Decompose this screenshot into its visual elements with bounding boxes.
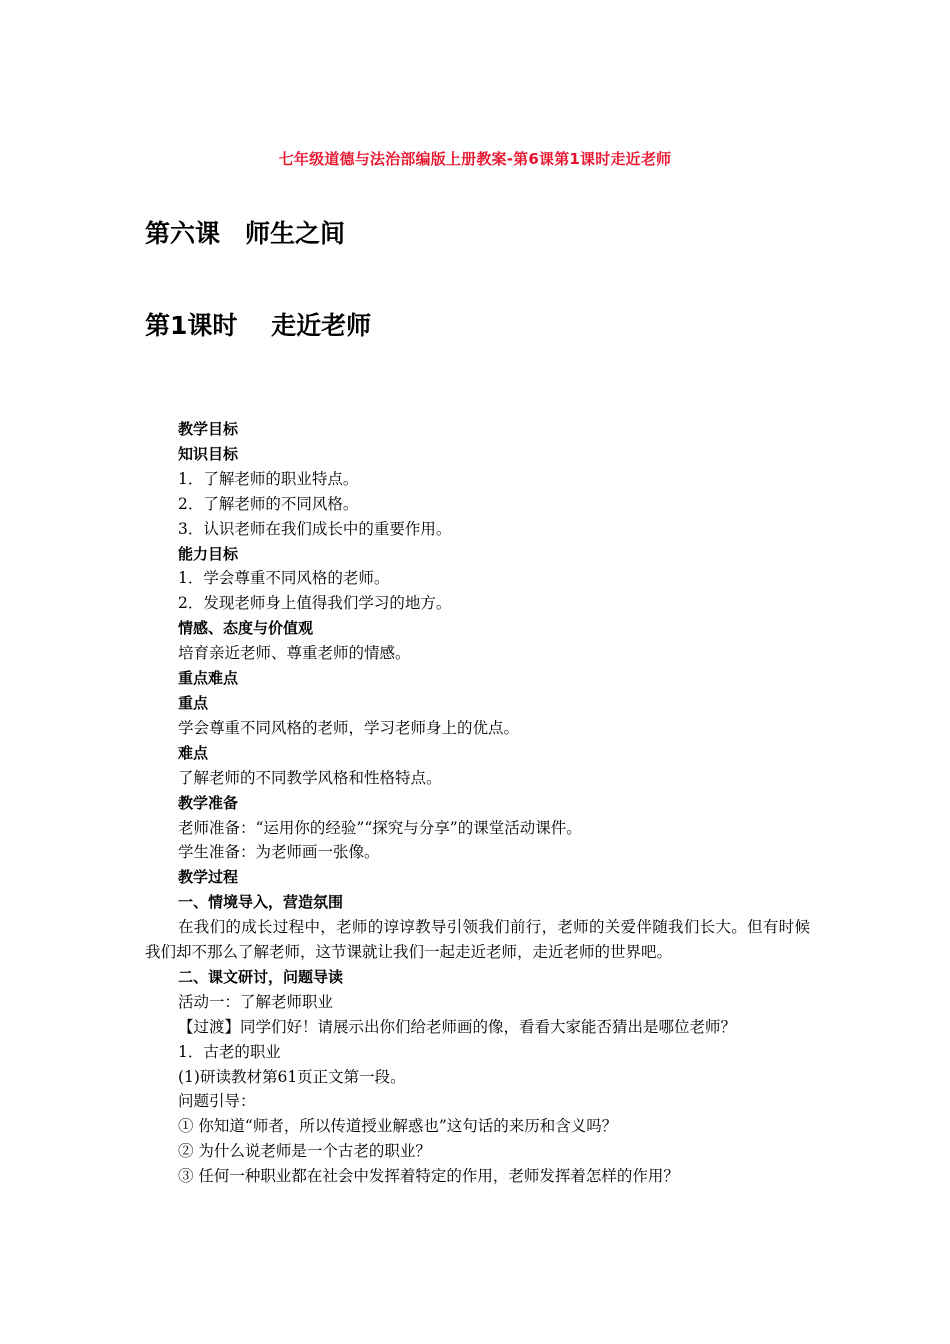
paragraph-line: 1．学会尊重不同风格的老师。: [178, 569, 390, 588]
paragraph-line: 在我们的成长过程中，老师的谆谆教导引领我们前行，老师的关爱伴随我们长大。但有时候我们却不那么了解老师，这节课就让我们一起走近老师，走近老师的世界吧。: [145, 918, 810, 962]
section-heading: 一、情境导入，营造氛围: [178, 893, 344, 912]
paragraph-line: 2．发现老师身上值得我们学习的地方。: [178, 594, 452, 613]
paragraph-line: 老师准备：“运用你的经验”“探究与分享”的课堂活动课件。: [178, 818, 582, 837]
paragraph-line: 问题引导：: [178, 1092, 256, 1111]
section-heading: 教学目标: [178, 420, 239, 438]
paragraph-line: 3．认识老师在我们成长中的重要作用。: [178, 519, 452, 538]
paragraph-line: 1．了解老师的职业特点。: [178, 469, 359, 488]
section-heading: 能力目标: [178, 544, 239, 563]
section-heading: 二、课文研讨，问题导读: [178, 967, 344, 986]
paragraph-line: 培育亲近老师、尊重老师的情感。: [178, 644, 411, 663]
section-heading: 教学过程: [178, 868, 239, 887]
section-heading: 重点难点: [178, 669, 239, 688]
period-heading: 第1课时 走近老师: [145, 311, 372, 340]
paragraph-line: 2．了解老师的不同风格。: [178, 494, 359, 513]
section-heading: 知识目标: [178, 444, 239, 463]
paragraph-line: ② 为什么说老师是一个古老的职业？: [178, 1142, 431, 1161]
paragraph-line: 1．古老的职业: [178, 1042, 281, 1061]
section-heading: 教学准备: [178, 793, 239, 812]
paragraph-line: ③ 任何一种职业都在社会中发挥着特定的作用，老师发挥着怎样的作用？: [178, 1167, 679, 1186]
paragraph-line: (1)研读教材第61页正文第一段。: [178, 1067, 406, 1086]
section-heading: 重点: [178, 693, 209, 712]
paragraph-line: 学生准备：为老师画一张像。: [178, 843, 380, 862]
section-heading: 情感、态度与价值观: [178, 619, 314, 638]
paragraph-line: ① 你知道“师者，所以传道授业解惑也”这句话的来历和含义吗？: [178, 1117, 618, 1136]
paragraph-line: 了解老师的不同教学风格和性格特点。: [178, 768, 442, 787]
paragraph-line: 活动一：了解老师职业: [178, 992, 334, 1011]
document-title: 七年级道德与法治部编版上册教案-第6课第1课时走近老师: [278, 150, 672, 168]
lesson-heading: 第六课 师生之间: [145, 219, 346, 248]
lesson-plan-body: [145, 417, 810, 1189]
paragraph-line: 【过渡】同学们好！请展示出你们给老师画的像，看看大家能否猜出是哪位老师？: [178, 1017, 737, 1036]
section-heading: 难点: [178, 743, 209, 762]
paragraph-line: 学会尊重不同风格的老师，学习老师身上的优点。: [178, 718, 520, 737]
